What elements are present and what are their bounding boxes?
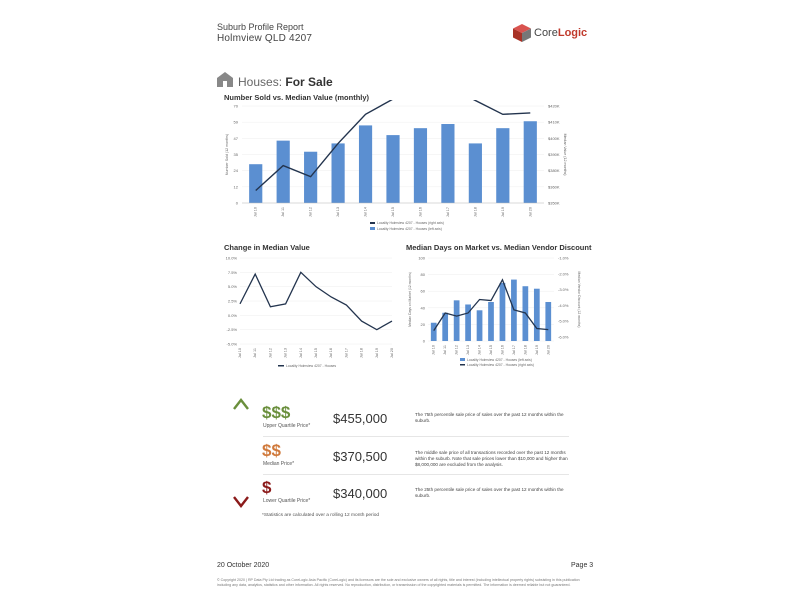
logo-wordmark: CoreLogic [534, 27, 588, 39]
chart2-title: Change in Median Value [224, 243, 310, 252]
bar [454, 300, 460, 341]
x-tick-label: Jul 11 [281, 207, 286, 217]
legend-swatch-line [460, 364, 465, 366]
x-tick-label: Jul 17 [445, 207, 450, 218]
x-tick-label: Jul 18 [359, 348, 364, 359]
y-tick-label: 10.0% [225, 255, 237, 261]
y-right-tick-label: -3.0% [558, 287, 569, 293]
x-tick-label: Jul 17 [511, 345, 516, 356]
bar [332, 143, 345, 203]
x-tick-label: Jul 12 [268, 348, 273, 359]
x-tick-label: Jul 16 [500, 345, 505, 356]
bar [488, 302, 494, 341]
x-tick-label: Jul 12 [454, 345, 459, 356]
legend-entry: Locality Holmview 4207 - Houses [286, 364, 337, 368]
price-sign-2: $ [262, 478, 272, 497]
y-right-tick-label: $390K [548, 152, 560, 157]
corelogic-logo [512, 23, 592, 45]
bar [359, 125, 372, 203]
x-tick-label: Jul 10 [238, 348, 242, 359]
y-right-tick-label: $360K [548, 184, 560, 190]
y-right-axis-label: Median Vendor Discount (12 months) [577, 271, 581, 328]
legend-entry: Locality Holmview 4207 - Houses (right axis) [467, 363, 534, 367]
x-tick-label: Jul 14 [363, 207, 368, 218]
x-tick-label: Jul 20 [390, 348, 394, 359]
y-left-tick-label: 59 [233, 119, 238, 125]
x-tick-label: Jul 16 [418, 207, 423, 218]
x-tick-label: Jul 12 [308, 207, 313, 218]
x-tick-label: Jul 20 [546, 345, 551, 356]
y-left-tick-label: 100 [418, 255, 425, 261]
y-left-tick-label: 35 [233, 152, 238, 157]
y-left-tick-label: 70 [233, 103, 238, 109]
price-divider [263, 474, 569, 475]
section-title: Houses: For Sale [238, 75, 333, 89]
chart-change-median-value [222, 252, 397, 372]
x-tick-label: Jul 19 [374, 348, 379, 359]
bar [277, 141, 290, 203]
y-right-tick-label: $380K [548, 168, 560, 174]
footer-date: 20 October 2020 [217, 562, 270, 569]
x-tick-label: Jul 10 [431, 345, 436, 356]
y-left-axis-label: Number Sold (12 months) [225, 133, 229, 176]
legend-swatch-bar [370, 227, 375, 230]
x-tick-label: Jul 19 [500, 207, 505, 218]
x-tick-label: Jul 14 [298, 348, 303, 359]
corelogic-cube-icon [512, 23, 532, 43]
y-left-tick-label: 40 [420, 305, 425, 311]
price-label-0: Upper Quartile Price* [263, 423, 311, 429]
y-tick-label: 2.5% [227, 298, 237, 304]
chart-days-on-market-vs-discount [404, 252, 584, 372]
x-tick-label: Jul 10 [253, 207, 258, 218]
price-value-2: $340,000 [333, 486, 388, 501]
y-right-tick-label: -2.0% [558, 271, 569, 277]
bar [534, 289, 540, 341]
x-tick-label: Jul 20 [528, 207, 533, 218]
bar [545, 302, 551, 341]
y-left-tick-label: 80 [420, 272, 425, 278]
y-right-tick-label: $410K [548, 119, 560, 125]
legend-swatch-line [278, 365, 284, 367]
y-right-tick-label: -5.0% [558, 318, 569, 324]
x-tick-label: Jul 18 [523, 345, 528, 356]
y-left-tick-label: 47 [233, 135, 238, 141]
y-tick-label: 7.5% [227, 269, 237, 275]
y-right-tick-label: $400K [548, 135, 560, 141]
price-range-arrow [231, 397, 251, 509]
y-left-tick-label: 24 [233, 168, 238, 174]
bar [469, 143, 482, 203]
bar [431, 323, 437, 341]
bar [386, 135, 399, 203]
y-right-tick-label: $350K [548, 200, 560, 206]
bar [500, 283, 506, 341]
x-tick-label: Jul 15 [391, 207, 395, 218]
suburb-name: Holmview QLD 4207 [217, 33, 313, 44]
bar [414, 128, 427, 203]
price-divider [263, 436, 569, 437]
chart3-title: Median Days on Market vs. Median Vendor Discount [406, 243, 592, 252]
y-right-tick-label: -4.0% [558, 302, 569, 308]
x-tick-label: Jul 13 [466, 345, 471, 356]
y-left-tick-label: 0 [422, 338, 425, 344]
y-right-tick-label: -1.0% [558, 255, 569, 261]
bar [496, 128, 509, 203]
x-tick-label: Jul 17 [344, 348, 349, 359]
x-tick-label: Jul 18 [473, 207, 478, 218]
y-left-tick-label: 12 [233, 184, 238, 190]
y-left-axis-label: Median Days on Market (12 months) [408, 272, 412, 327]
x-tick-label: Jul 13 [336, 207, 341, 218]
y-left-tick-label: 0 [235, 200, 238, 206]
x-tick-label: Jul 14 [477, 345, 482, 356]
legend-entry: Locality Holmview 4207 - Houses (left axis) [467, 358, 532, 362]
house-icon [216, 71, 234, 88]
bar [249, 164, 262, 203]
legend-entry: Locality Holmview 4207 - Houses (left axis) [377, 227, 442, 231]
y-right-axis-label: Median Value (12 months) [563, 133, 567, 176]
y-right-tick-label: $420K [548, 103, 560, 109]
price-sign-0: $$$ [262, 403, 291, 422]
price-label-2: Lower Quartile Price* [263, 498, 311, 504]
price-value-1: $370,500 [333, 449, 388, 464]
y-right-tick-label: -6.0% [558, 334, 569, 340]
bar [477, 310, 483, 341]
bar [441, 124, 454, 203]
y-left-tick-label: 20 [420, 321, 425, 327]
x-tick-label: Jul 13 [283, 348, 288, 359]
copyright-text: © Copyright 2020 | RP Data Pty Ltd trading as CoreLogic Asia Pacific (CoreLogic) and its licensors are the sole and exclusive owners of all rights, title and interest (including intellectual property rights) subsisting in this publication including any data, analytics, statistics and other information. All rights reserved. No reproduction, distribution, or transmission of the copyrighted materials is permitted. The information is deemed reliable but not guaranteed. [217, 578, 580, 587]
price-description-1: The middle sale price of all transactions recorded over the past 12 months within the suburb. Note that sale prices lower than $10,000 and higher than $8,000,000 are excluded from the analysis. [415, 450, 568, 468]
y-tick-label: -2.5% [226, 327, 237, 333]
chart-number-sold-vs-median [222, 100, 582, 235]
x-tick-label: Jul 15 [489, 345, 493, 356]
legend-swatch-line [370, 222, 375, 224]
footnote: *Statistics are calculated over a rolling 12 month period [262, 513, 380, 518]
x-tick-label: Jul 19 [534, 345, 539, 356]
y-left-tick-label: 60 [420, 288, 425, 294]
legend-swatch-bar [460, 358, 465, 361]
x-tick-label: Jul 11 [443, 345, 448, 355]
legend-entry: Locality Holmview 4207 - Houses (right axis) [377, 221, 444, 225]
price-value-0: $455,000 [333, 411, 388, 426]
y-tick-label: 0.0% [227, 312, 237, 318]
price-description-2: The 25th percentile sale price of sales over the past 12 months within the suburb. [415, 487, 564, 499]
price-label-1: Median Price* [263, 461, 295, 467]
chart1-title: Number Sold vs. Median Value (monthly) [224, 93, 370, 102]
price-description-0: The 75th percentile sale price of sales over the past 12 months within the suburb. [415, 412, 564, 424]
y-tick-label: -5.0% [226, 341, 237, 347]
report-title: Suburb Profile Report [217, 22, 304, 32]
page-number: Page 3 [571, 562, 594, 569]
x-tick-label: Jul 16 [329, 348, 334, 359]
x-tick-label: Jul 15 [314, 348, 318, 359]
price-sign-1: $$ [262, 441, 281, 460]
x-tick-label: Jul 11 [253, 348, 258, 358]
y-tick-label: 5.0% [227, 284, 237, 290]
bar [524, 121, 537, 203]
